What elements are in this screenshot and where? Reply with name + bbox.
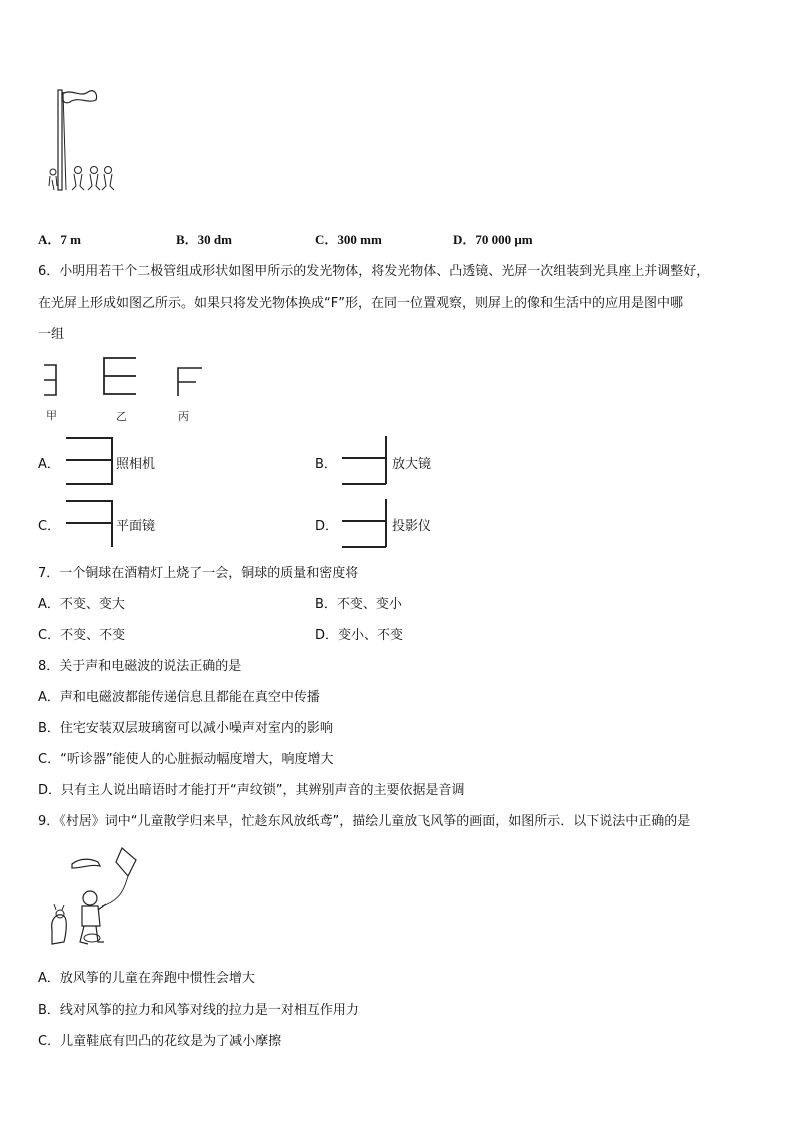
q6-option-c-figure	[62, 499, 114, 549]
q6-option-a-letter[interactable]: A．	[38, 457, 60, 472]
q6-option-c-letter[interactable]: C．	[38, 519, 61, 534]
q8-option-b[interactable]: B．住宅安装双层玻璃窗可以减小噪声对室内的影响	[38, 721, 333, 736]
q6-option-d-figure	[340, 497, 392, 549]
q6-option-d-text[interactable]: 投影仪	[392, 519, 432, 534]
q9-option-b[interactable]: B．线对风筝的拉力和风筝对线的拉力是一对相互作用力	[38, 1003, 359, 1018]
q6-option-c-text[interactable]: 平面镜	[116, 519, 156, 534]
q6-option-b-text[interactable]: 放大镜	[392, 457, 432, 472]
q5-option-b[interactable]: B．30 dm	[176, 232, 232, 247]
q9-stem: 9．《村居》词中“儿童散学归来早，忙趁东风放纸鸢”，描绘儿童放飞风筝的画面，如图所示．以下说法中正确的是	[38, 814, 691, 829]
q6-option-a-figure	[62, 436, 114, 486]
q8-option-a[interactable]: A．声和电磁波都能传递信息且都能在真空中传播	[38, 690, 320, 705]
q7-option-b[interactable]: B．不变、变小	[315, 597, 402, 612]
q5-option-d[interactable]: D．70 000 μm	[453, 232, 533, 247]
caption-yi: 乙	[116, 410, 127, 423]
q8-option-d[interactable]: D．只有主人说出暗语时才能打开“声纹锁”，其辨别声音的主要依据是音调	[38, 783, 465, 798]
q9-option-a[interactable]: A．放风筝的儿童在奔跑中惯性会增大	[38, 971, 255, 986]
q6-option-b-letter[interactable]: B．	[315, 457, 337, 472]
q7-option-d[interactable]: D．变小、不变	[315, 628, 404, 643]
q6-option-d-letter[interactable]: D．	[315, 519, 339, 534]
figure-bing	[174, 366, 204, 398]
caption-jia: 甲	[46, 409, 57, 422]
q8-option-c[interactable]: C．“听诊器”能使人的心脏振动幅度增大，响度增大	[38, 752, 334, 767]
q6-option-a-text[interactable]: 照相机	[116, 457, 156, 472]
q6-stem-line-1: 6．小明用若干个二极管组成形状如图甲所示的发光物体，将发光物体、凸透镜、光屏一次组装到光具座上并调整好，	[38, 264, 710, 279]
q6-stem-line-2: 在光屏上形成如图乙所示。如果只将发光物体换成“F”形，在同一位置观察，则屏上的像和生活中的应用是图中哪	[38, 296, 683, 311]
q6-option-b-figure	[340, 434, 392, 486]
q7-option-c[interactable]: C．不变、不变	[38, 628, 126, 643]
q8-stem: 8．关于声和电磁波的说法正确的是	[38, 659, 242, 674]
caption-bing: 丙	[178, 410, 189, 423]
figure-yi	[100, 356, 140, 396]
q5-option-c[interactable]: C．300 mm	[315, 232, 382, 247]
q5-option-a[interactable]: A．7 m	[38, 232, 81, 247]
kite-child-figure	[42, 842, 142, 950]
figure-jia	[42, 363, 62, 397]
q9-option-c[interactable]: C．儿童鞋底有凹凸的花纹是为了减小摩擦	[38, 1034, 282, 1049]
flagpole-figure	[44, 86, 124, 196]
q7-option-a[interactable]: A．不变、变大	[38, 597, 125, 612]
q7-stem: 7．一个铜球在酒精灯上烧了一会，铜球的质量和密度将	[38, 566, 359, 581]
q6-stem-line-3: 一组	[38, 327, 65, 342]
